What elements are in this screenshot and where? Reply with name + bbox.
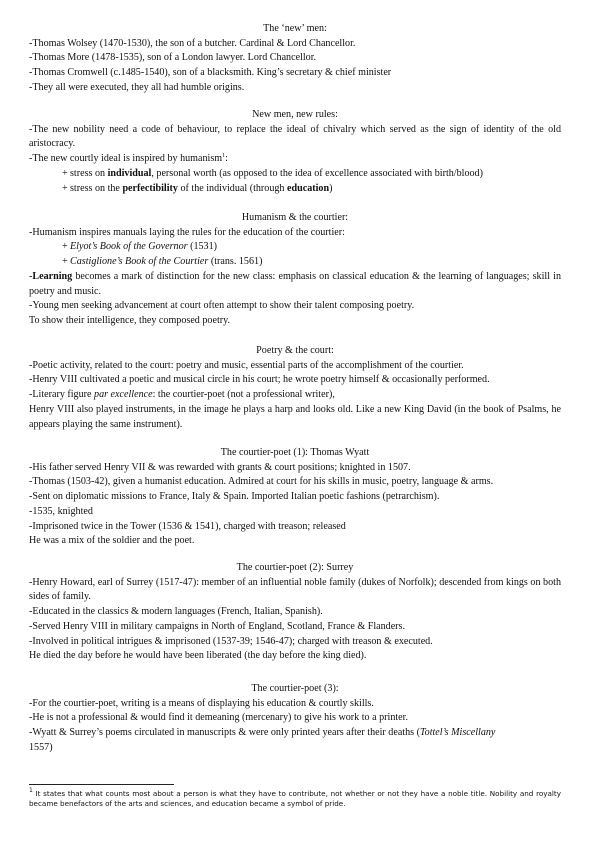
text-line: -Sent on diplomatic missions to France, Italy & Spain. Imported Italian poetic fashions (petrarchism). [29, 491, 440, 503]
text-line: -1535, knighted [29, 505, 93, 517]
footnote-separator [29, 784, 174, 785]
section-heading: The courtier-poet (1): Thomas Wyatt [220, 447, 370, 458]
text-line: -Learning becomes a mark of distinction for the new class: emphasis on classical education & the learning of languages; skill in poetry and music. [29, 270, 561, 297]
plus-bullet-icon: + [62, 182, 68, 194]
section-courtier-poet-3 [29, 682, 561, 756]
section-surrey [29, 561, 561, 664]
text-line: -Thomas More (1478-1535), son of a London lawyer. Lord Chancellor. [29, 52, 317, 64]
section-heading: The courtier-poet (2): Surrey [236, 562, 354, 573]
bullet-item: + Castiglione’s Book of the Courtier (trans. 1561) [29, 255, 561, 270]
text-line: -Young men seeking advancement at court often attempt to show their talent composing poetry. [29, 300, 415, 312]
section-new-men [29, 22, 561, 96]
plus-bullet-icon: + [62, 241, 68, 253]
text-line: -Literary figure par excellence: the courtier-poet (not a professional writer), [29, 389, 335, 401]
footnote [29, 789, 561, 809]
footnote-text: It states that what counts most about a person is what they have to contribute, not whether or not they have a noble title. Nobility and royalty became benefactors of the arts and sciences, and education became a symbol of pride. [29, 789, 561, 808]
text-line: -Served Henry VIII in military campaigns in North of England, Scotland, France & Flanders. [29, 620, 405, 632]
text-line: -Humanism inspires manuals laying the rules for the education of the courtier: [29, 226, 345, 238]
text-line: -Thomas Cromwell (c.1485-1540), son of a blacksmith. King’s secretary & chief minister [29, 67, 392, 79]
section-new-rules [29, 108, 561, 196]
text-line: -The new courtly ideal is inspired by humanism$^1$: [29, 153, 228, 165]
text-line: Henry VIII also played instruments, in the image he plays a harp and looks old. Like a new King David (in the book of Psalms, he appears playing the same instrument). [29, 403, 561, 430]
section-humanism [29, 211, 561, 329]
section-heading: Humanism & the courtier: [241, 212, 349, 223]
footnote-reference[interactable]: 1 [222, 153, 226, 160]
plus-bullet-icon: + [62, 167, 68, 179]
bullet-item: + stress on the perfectibility of the individual (through education) [29, 182, 561, 197]
text-line: -Henry Howard, earl of Surrey (1517-47): member of an influential noble family (dukes of Norfolk); descended from kings on both sides of family. [29, 576, 561, 603]
text-line: -Poetic activity, related to the court: poetry and music, essential parts of the accomplishment of the courtier. [29, 359, 464, 371]
text-line: -Thomas Wolsey (1470-1530), the son of a butcher. Cardinal & Lord Chancellor. [29, 37, 356, 49]
text-line: -The new nobility need a code of behaviour, to replace the ideal of chivalry which served as the sign of identity of the old aristocracy. [29, 123, 561, 150]
text-line: 1557) [29, 741, 53, 753]
section-poetry-court [29, 344, 561, 432]
section-heading: Poetry & the court: [256, 345, 334, 356]
text-line: -They all were executed, they all had humble origins. [29, 81, 245, 93]
plus-bullet-icon: + [62, 256, 68, 268]
section-heading: The ‘new’ men: [263, 23, 327, 34]
section-wyatt [29, 446, 561, 549]
text-line: -Involved in political intrigues & imprisoned (1537-39; 1546-47); charged with treason & executed. [29, 635, 433, 647]
bullet-item: + stress on individual, personal worth (as opposed to the idea of excellence associated with birth/blood) [29, 167, 561, 182]
text-line: He died the day before he would have been liberated (the day before the king died). [29, 650, 367, 662]
section-heading: New men, new rules: [252, 109, 338, 120]
text-line: -Thomas (1503-42), given a humanist education. Admired at court for his skills in music, poetry, language & arms. [29, 476, 494, 488]
text-line: -He is not a professional & would find it demeaning (mercenary) to give his work to a printer. [29, 712, 408, 724]
section-heading: The courtier-poet (3): [251, 683, 339, 694]
text-line: -Wyatt & Surrey’s poems circulated in manuscripts & were only printed years after their deaths (Tottel’s Miscellany [29, 727, 496, 739]
text-line: -Henry VIII cultivated a poetic and musical circle in his court; he wrote poetry himself & occasionally performed. [29, 374, 490, 386]
text-line: -Imprisoned twice in the Tower (1536 & 1541), charged with treason; released [29, 520, 346, 532]
text-line: -Educated in the classics & modern languages (French, Italian, Spanish). [29, 606, 323, 618]
footnote-mark: 1 [29, 787, 33, 794]
text-line: He was a mix of the soldier and the poet. [29, 535, 195, 547]
text-line: -For the courtier-poet, writing is a means of displaying his education & courtly skills. [29, 697, 374, 709]
text-line: To show their intelligence, they composed poetry. [29, 314, 231, 326]
text-line: -His father served Henry VII & was rewarded with grants & court positions; knighted in 1507. [29, 461, 411, 473]
bullet-item: + Elyot’s Book of the Governor (1531) [29, 240, 561, 255]
